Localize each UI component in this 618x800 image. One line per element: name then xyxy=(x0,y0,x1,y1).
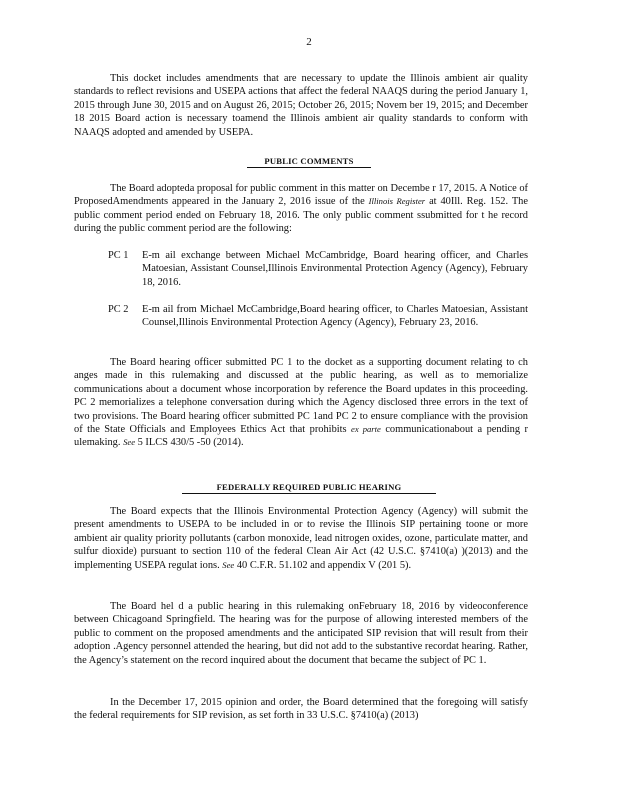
comment-item xyxy=(108,249,528,289)
paragraph-proposal xyxy=(74,182,528,236)
heading-public-comments: PUBLIC COMMENTS xyxy=(247,156,371,168)
comment-number: PC 2 xyxy=(108,304,129,315)
paragraph-hearing-officer-text-a: The Board hearing officer submitted PC 1 to the docket as a supporting document relating to ch anges made in this rulemaking and discussed at the public hearing, as well as to memorialize communications about a document whose incorporation by reference the Board updates in this proceeding. PC 2 memorializes a telephone conversation during which the Agency disclosed three errors in the text of two provisions. The Board hearing officer submitted PC 1and PC 2 to ensure compliance with the provision of the State Officials and Employees Ethics Act that prohibits xyxy=(74,357,528,436)
paragraph-opinion: In the December 17, 2015 opinion and order, the Board determined that the foregoing will satisfy the federal requirements for SIP revision, as set forth in 33 U.S.C. §7410(a) (2013) xyxy=(74,697,528,722)
page-number: 2 xyxy=(306,36,312,48)
see-signal: See xyxy=(222,559,235,570)
paragraph-sip-text-b: 40 C.F.R. 51.102 and appendix V (201 5). xyxy=(236,559,412,571)
ex-parte-term: ex parte xyxy=(351,424,381,435)
paragraph-proposal-text-a: The Board adopteda proposal for public comment in this matter on Decembe r 17, 2015. A Notice of ProposedAmendments appeared in the January 2, 2016 issue of the xyxy=(74,183,528,208)
paragraph-proposal-text-b: at 40Ill. Reg. 152. The public comment period ended on February 18, 2016. The only public comment ssubmitted for t he record during the public comment period are the following: xyxy=(74,196,528,235)
paragraph-sip xyxy=(74,505,528,572)
paragraph-hearing-officer-text-c: 5 ILCS 430/5 -50 (2014). xyxy=(137,437,244,449)
paragraph-sip-text-a: The Board expects that the Illinois Environmental Protection Agency (Agency) will submit the present amendments to USEPA to be included in or to revise the Illinois SIP pertaining toone or more ambient air quality priority pollutants (carbon monoxide, lead nitrogen oxides, ozone, particulate matter, and sulfur dioxide) pursuant to section 110 of the federal Clean Air Act (42 U.S.C. §7410(a) )(2013) and the implementing USEPA regulat ions. xyxy=(74,506,528,571)
heading-federally-required: FEDERALLY REQUIRED PUBLIC HEARING xyxy=(182,482,436,494)
paragraph-intro: This docket includes amendments that are necessary to update the Illinois ambient air quality standards to reflect revisions and USEPA actions that affect the federal NAAQS during the period January 1, 2015 through June 30, 2015 and on August 26, 2015; October 26, 2015; Novem ber 19, 2015; and December 18 2015 Board action is necessary toamend the Illinois ambient air quality standards to conform with NAAQS adopted and amended by USEPA. xyxy=(74,73,528,138)
paragraph-public-hearing: The Board hel d a public hearing in this rulemaking onFebruary 18, 2016 by videoconference between Chicagoand Springfield. The hearing was for the purpose of allowing interested members of the public to comment on the proposed amendments and the anticipated SIP revision that will result from their adoption .Agency personnel attended the hearing, but did not add to the substantive recordat hearing. Rather, the Agency’s statement on the record inquired about the document that became the subject of PC 1. xyxy=(74,601,528,666)
comment-description: E-m ail exchange between Michael McCambridge, Board hearing officer, and Charles Matoesian, Assistant Counsel,Illinois Environmental Protection Agency (Agency), February 18, 2016. xyxy=(142,250,528,288)
paragraph-hearing-officer-text-b: communicationabout a pending r ulemaking. xyxy=(74,424,528,449)
see-signal: See xyxy=(123,437,136,448)
illinois-register-citation: Illinois Register xyxy=(368,196,426,207)
paragraph-hearing-officer xyxy=(74,356,528,450)
comment-description: E-m ail from Michael McCambridge,Board hearing officer, to Charles Matoesian, Assistant Counsel,Illinois Environmental Protection Agency (Agency), February 23, 2016. xyxy=(142,304,528,329)
comment-number: PC 1 xyxy=(108,250,129,261)
comment-item xyxy=(108,303,528,330)
